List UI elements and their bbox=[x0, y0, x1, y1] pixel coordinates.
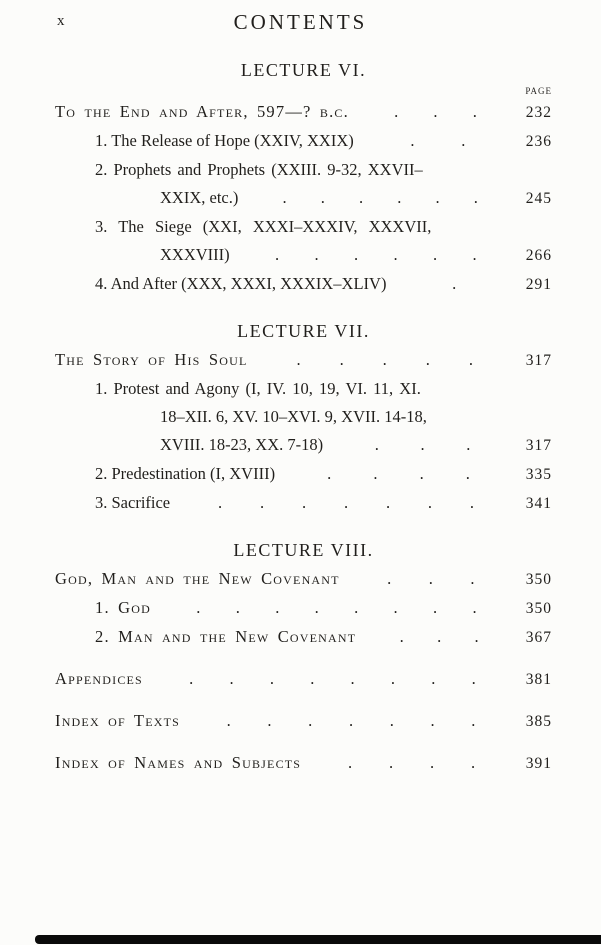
leader-dot: . bbox=[432, 245, 438, 264]
leader-dot: . bbox=[308, 711, 313, 730]
leader-dot: . bbox=[437, 627, 442, 646]
toc-entry-text: 18–XII. 6, XV. 10–XVI. 9, XVII. 14-18, bbox=[160, 407, 427, 426]
toc-entry-line bbox=[55, 213, 552, 241]
leader-dot: . bbox=[296, 350, 301, 369]
page-number: 245 bbox=[525, 190, 552, 207]
toc-entry-text: God, Man and the New Covenant bbox=[55, 569, 340, 588]
toc-entry-text: 3. The Siege (XXI, XXXI–XXXIV, XXXVII, bbox=[95, 217, 432, 236]
leader-dot: . bbox=[385, 493, 391, 512]
leader-dot: . bbox=[314, 245, 319, 264]
toc-section bbox=[55, 540, 552, 652]
leader-dot: . bbox=[389, 711, 394, 730]
toc-entry-line bbox=[55, 749, 552, 778]
toc-entry-text: 1. The Release of Hope (XXIV, XXIX) bbox=[95, 131, 354, 150]
leader-dot: . bbox=[472, 245, 477, 264]
dot-leader bbox=[301, 749, 516, 777]
toc-entry bbox=[55, 156, 552, 213]
toc-entry-text: 1. God bbox=[95, 598, 151, 617]
toc-entry bbox=[55, 346, 552, 375]
leader-dot: . bbox=[393, 598, 398, 617]
toc-entry-line bbox=[55, 665, 552, 694]
dot-leader bbox=[340, 565, 516, 593]
leader-dot: . bbox=[320, 188, 325, 207]
toc-entry-text: XXIX, etc.) bbox=[160, 188, 239, 207]
dot-leader bbox=[354, 127, 516, 155]
dot-leader bbox=[230, 241, 516, 269]
section-heading: LECTURE VI. bbox=[240, 60, 367, 80]
dot-leader bbox=[323, 431, 516, 459]
page-number: 317 bbox=[525, 437, 552, 454]
toc-entry-line bbox=[55, 98, 552, 127]
leader-dot: . bbox=[373, 464, 378, 483]
leader-dot: . bbox=[469, 493, 475, 512]
leader-dot: . bbox=[470, 569, 475, 588]
dot-leader bbox=[151, 594, 516, 622]
leader-dot: . bbox=[196, 598, 201, 617]
toc-section bbox=[55, 321, 552, 518]
leader-dot: . bbox=[399, 627, 404, 646]
page-number: 391 bbox=[525, 755, 552, 772]
toc-entry-line bbox=[55, 431, 552, 460]
toc-entry bbox=[55, 127, 552, 156]
toc-entry-text: Index of Names and Subjects bbox=[55, 753, 302, 772]
toc-entry-line bbox=[55, 403, 552, 431]
page-number: 236 bbox=[525, 133, 552, 150]
page-number: 350 bbox=[525, 571, 552, 588]
toc-section bbox=[55, 665, 552, 778]
leader-dot: . bbox=[431, 669, 436, 688]
dot-leader bbox=[143, 665, 516, 693]
leader-dot: . bbox=[350, 669, 355, 688]
leader-dot: . bbox=[390, 669, 395, 688]
toc-entry bbox=[55, 460, 552, 489]
toc-entry-text: The Story of His Soul bbox=[55, 350, 248, 369]
page-number: 385 bbox=[525, 713, 552, 730]
toc-section bbox=[55, 60, 552, 299]
leader-dot: . bbox=[433, 598, 438, 617]
leader-dot: . bbox=[269, 669, 274, 688]
leader-dot: . bbox=[425, 350, 430, 369]
leader-dot: . bbox=[420, 435, 425, 454]
toc-entry-line bbox=[55, 489, 552, 518]
toc-entry bbox=[55, 270, 552, 299]
leader-dot: . bbox=[428, 569, 433, 588]
page-number: 381 bbox=[525, 671, 552, 688]
toc-entry bbox=[55, 665, 552, 694]
leader-dot: . bbox=[374, 435, 379, 454]
leader-dot: . bbox=[427, 493, 433, 512]
dot-leader bbox=[170, 489, 516, 517]
toc-entry-line bbox=[55, 375, 552, 403]
leader-dot: . bbox=[387, 569, 392, 588]
leader-dot: . bbox=[474, 627, 479, 646]
dot-leader bbox=[386, 270, 516, 298]
toc-entry-text: 3. Sacrifice bbox=[95, 493, 171, 512]
toc-entry-text: 4. And After (XXX, XXXI, XXXIX–XLIV) bbox=[95, 274, 387, 293]
toc-entry-line bbox=[55, 127, 552, 156]
toc-entry bbox=[55, 565, 552, 594]
leader-dot: . bbox=[267, 711, 272, 730]
toc-entry bbox=[55, 489, 552, 518]
page-column-label: PAGE bbox=[525, 86, 552, 96]
toc-entry-text: XXXVIII) bbox=[160, 245, 230, 264]
leader-dot: . bbox=[430, 711, 435, 730]
leader-dot: . bbox=[310, 669, 315, 688]
toc-entry-text: To the End and After, 597—? b.c. bbox=[55, 102, 349, 121]
leader-dot: . bbox=[339, 350, 344, 369]
leader-dot: . bbox=[410, 131, 415, 150]
leader-dot: . bbox=[354, 598, 359, 617]
leader-dot: . bbox=[389, 753, 394, 772]
page-number: 232 bbox=[525, 104, 552, 121]
toc-entry bbox=[55, 749, 552, 778]
leader-dot: . bbox=[466, 435, 471, 454]
page-title: CONTENTS bbox=[233, 10, 368, 34]
toc-entry bbox=[55, 707, 552, 736]
leader-dot: . bbox=[301, 493, 307, 512]
leader-dot: . bbox=[435, 188, 440, 207]
page-number: 266 bbox=[525, 247, 552, 264]
folio-page-number: x bbox=[57, 13, 65, 29]
leader-dot: . bbox=[348, 711, 354, 730]
leader-dot: . bbox=[461, 131, 466, 150]
dot-leader bbox=[275, 460, 516, 488]
toc-entry bbox=[55, 594, 552, 623]
toc-entry-line bbox=[55, 184, 552, 213]
leader-dot: . bbox=[382, 350, 387, 369]
leader-dot: . bbox=[433, 102, 438, 121]
leader-dot: . bbox=[471, 669, 476, 688]
leader-dot: . bbox=[235, 598, 240, 617]
leader-dot: . bbox=[314, 598, 319, 617]
leader-dot: . bbox=[471, 711, 476, 730]
dot-leader bbox=[238, 184, 516, 212]
page-number: 335 bbox=[525, 466, 552, 483]
dot-leader bbox=[248, 346, 516, 374]
leader-dot: . bbox=[275, 245, 280, 264]
leader-dot: . bbox=[394, 102, 399, 121]
leader-dot: . bbox=[275, 598, 280, 617]
toc-entry bbox=[55, 375, 552, 460]
leader-dot: . bbox=[226, 711, 231, 730]
toc-entry bbox=[55, 623, 552, 652]
table-of-contents bbox=[0, 60, 601, 778]
leader-dot: . bbox=[348, 753, 353, 772]
leader-dot: . bbox=[353, 245, 359, 264]
leader-dot: . bbox=[327, 464, 332, 483]
section-heading: LECTURE VII. bbox=[237, 321, 370, 341]
toc-entry bbox=[55, 213, 552, 270]
toc-entry-line bbox=[55, 270, 552, 299]
leader-dot: . bbox=[189, 669, 194, 688]
scan-artifact-bar bbox=[35, 935, 601, 944]
page-header bbox=[0, 0, 601, 46]
toc-entry-line bbox=[55, 565, 552, 594]
page-number: 350 bbox=[525, 600, 552, 617]
leader-dot: . bbox=[419, 464, 424, 483]
leader-dot: . bbox=[452, 274, 457, 293]
toc-entry-text: Appendices bbox=[55, 669, 143, 688]
section-heading: LECTURE VIII. bbox=[233, 540, 374, 560]
leader-dot: . bbox=[430, 753, 435, 772]
page-number: 291 bbox=[525, 276, 552, 293]
toc-entry-text: 2. Predestination (I, XVIII) bbox=[95, 464, 276, 483]
leader-dot: . bbox=[218, 493, 223, 512]
toc-entry-text: 2. Man and the New Covenant bbox=[95, 627, 357, 646]
leader-dot: . bbox=[282, 188, 287, 207]
toc-entry bbox=[55, 98, 552, 127]
leader-dot: . bbox=[470, 753, 476, 772]
leader-dot: . bbox=[393, 245, 398, 264]
toc-entry-line bbox=[55, 707, 552, 736]
toc-entry-text: 2. Prophets and Prophets (XXIII. 9-32, XXVII– bbox=[95, 160, 423, 179]
dot-leader bbox=[180, 707, 516, 735]
leader-dot: . bbox=[358, 188, 364, 207]
toc-entry-line bbox=[55, 241, 552, 270]
toc-entry-text: Index of Texts bbox=[55, 711, 180, 730]
leader-dot: . bbox=[397, 188, 402, 207]
dot-leader bbox=[356, 623, 516, 651]
dot-leader bbox=[349, 98, 516, 126]
leader-dot: . bbox=[472, 102, 477, 121]
leader-dot: . bbox=[468, 350, 473, 369]
toc-entry-line bbox=[55, 594, 552, 623]
toc-entry-line bbox=[55, 460, 552, 489]
leader-dot: . bbox=[473, 188, 478, 207]
page-number: 367 bbox=[525, 629, 552, 646]
leader-dot: . bbox=[472, 598, 477, 617]
leader-dot: . bbox=[229, 669, 234, 688]
leader-dot: . bbox=[259, 493, 265, 512]
page-number: 341 bbox=[525, 495, 552, 512]
leader-dot: . bbox=[343, 493, 349, 512]
page-number: 317 bbox=[525, 352, 552, 369]
leader-dot: . bbox=[465, 464, 470, 483]
toc-entry-line bbox=[55, 346, 552, 375]
toc-entry-text: XVIII. 18-23, XX. 7-18) bbox=[160, 435, 324, 454]
toc-entry-text: 1. Protest and Agony (I, IV. 10, 19, VI. 11, XI. bbox=[95, 379, 421, 398]
toc-entry-line bbox=[55, 623, 552, 652]
toc-entry-line bbox=[55, 156, 552, 184]
